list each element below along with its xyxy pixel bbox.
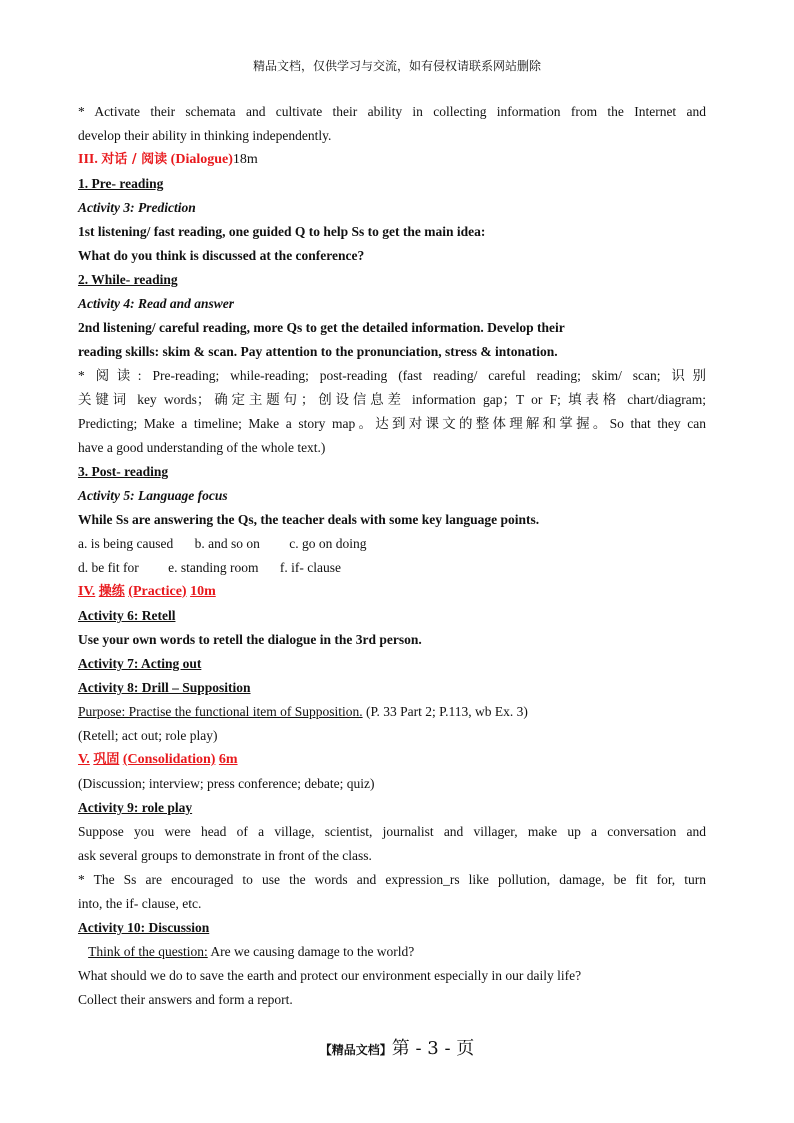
text-line: develop their ability in thinking independently. [78,128,332,143]
language-point: a. is being caused [78,536,174,551]
think-question: Are we causing damage to the world? [210,944,415,959]
text-line: What should we do to save the earth and protect our environment especially in our daily life? [78,968,582,983]
activity-heading: Activity 8: Drill – Supposition [78,680,251,695]
section-title-cn: 操练 [98,584,125,599]
text-line: reading skills: skim & scan. Pay attention to the pronunciation, stress & intonation. [78,344,558,359]
purpose-text: Purpose: Practise the functional item of Supposition. [78,704,363,719]
section-title-en: (Practice) [128,584,187,599]
subheading-pre-reading: 1. Pre- reading [78,176,164,191]
section-title-en: (Dialogue) [170,152,233,167]
text-line: What do you think is discussed at the conference? [78,248,365,263]
section-heading-dialogue [78,148,706,172]
text-line: into, the if- clause, etc. [78,896,202,911]
language-point: d. be fit for [78,560,139,575]
think-line [78,940,706,964]
text-line: * Activate their schemata and cultivate their ability in collecting information from the Internet and [78,104,706,119]
language-point: f. if- clause [279,560,341,575]
section-heading-consolidation [78,748,706,772]
activity-heading: Activity 4: Read and answer [78,296,234,311]
text-line: 2nd listening/ careful reading, more Qs to get the detailed information. Develop their [78,320,565,335]
text-line: have a good understanding of the whole text.) [78,440,326,455]
section-title-cn: 巩固 [93,752,120,767]
text-line: 关键词 key words；确定主题句；创设信息差 information gap；T or F; 填表格 chart/diagram; [78,392,706,407]
text-line: 1st listening/ fast reading, one guided Q to help Ss to get the main idea: [78,224,486,239]
language-points-row [78,532,706,556]
section-heading-practice [78,580,706,604]
language-point: e. standing room [168,560,259,575]
text-line: * 阅读: Pre-reading; while-reading; post-reading (fast reading/ careful reading; skim/ scan; 识别 [78,368,706,383]
purpose-reference: (P. 33 Part 2; P.113, wb Ex. 3) [365,704,528,719]
subheading-while-reading: 2. While- reading [78,272,178,287]
text-line: * The Ss are encouraged to use the words and expression_rs like pollution, damage, be fit for, turn [78,872,706,887]
activity-heading: Activity 5: Language focus [78,488,228,503]
footer-tag: 【精品文档】 [319,1043,392,1057]
activity-heading: Activity 9: role play [78,800,193,815]
text-line: While Ss are answering the Qs, the teacher deals with some key language points. [78,512,540,527]
activity-heading: Activity 6: Retell [78,608,176,623]
section-number: III. [78,152,98,167]
page-footer [0,1034,794,1060]
text-line: Predicting; Make a timeline; Make a story map。达到对课文的整体理解和掌握。So that they can [78,416,706,431]
purpose-line [78,700,706,724]
page-number: 第 - 3 - 页 [391,1038,475,1059]
text-line: Use your own words to retell the dialogue in the 3rd person. [78,632,422,647]
section-time: 18m [232,152,258,167]
subheading-post-reading: 3. Post- reading [78,464,169,479]
page-header: 精品文档，仅供学习与交流，如有侵权请联系网站删除 [252,59,541,73]
section-number: V. [78,752,90,767]
section-time: 10m [190,584,216,599]
activity-heading: Activity 3: Prediction [78,200,196,215]
section-title-en: (Consolidation) [122,752,216,767]
activity-heading: Activity 10: Discussion [78,920,210,935]
language-points-row [78,556,706,580]
section-number: IV. [78,584,96,599]
section-time: 6m [218,752,238,767]
section-title-cn: 对话 / 阅读 [101,152,168,167]
language-point: c. go on doing [289,536,367,551]
text-line: (Retell; act out; role play) [78,728,218,743]
text-line: (Discussion; interview; press conference; debate; quiz) [78,776,375,791]
document-body [78,100,706,1012]
text-line: Collect their answers and form a report. [78,992,293,1007]
activity-heading: Activity 7: Acting out [78,656,202,671]
text-line: Suppose you were head of a village, scientist, journalist and villager, make up a conversation and [78,824,706,839]
text-line: ask several groups to demonstrate in front of the class. [78,848,372,863]
think-prompt: Think of the question: [88,944,208,959]
language-point: b. and so on [194,536,260,551]
